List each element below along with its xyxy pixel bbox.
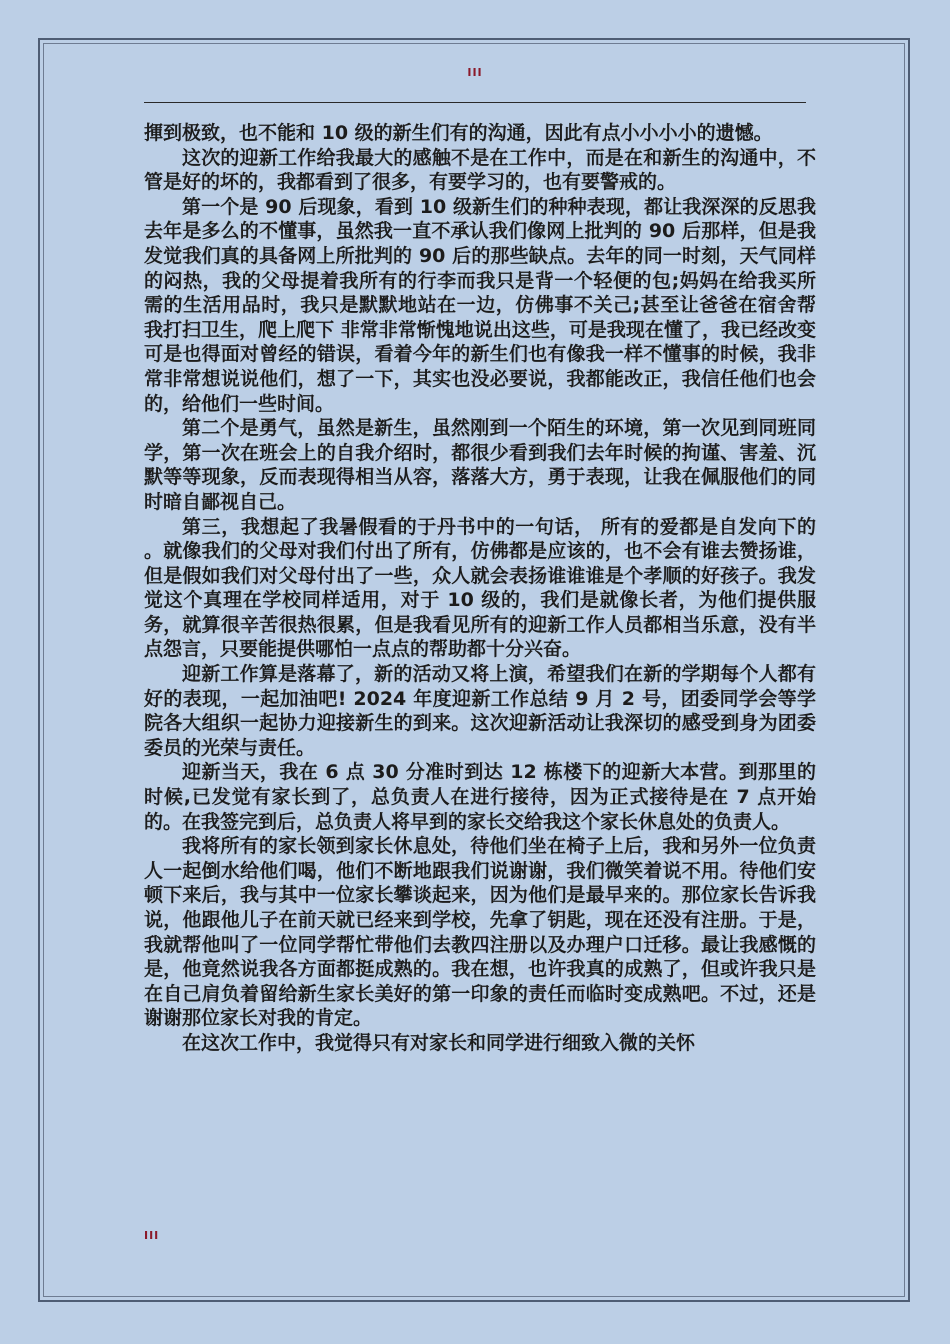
paragraph: 迎新当天，我在 6 点 30 分准时到达 12 栋楼下的迎新大本营。到那里的时候,已发觉有家长到了，总负责人在进行接待，因为正式接待是在 7 点开始的。在我签完到后，总负责人将早到的家长交给我这个家长休息处的负责人。 <box>144 761 816 833</box>
paragraph: 我将所有的家长领到家长休息处，待他们坐在椅子上后，我和另外一位负责人一起倒水给他们喝，他们不断地跟我们说谢谢，我们微笑着说不用。待他们安顿下来后，我与其中一位家长攀谈起来，因为他们是最早来的。那位家长告诉我说，他跟他儿子在前天就已经来到学校，先拿了钥匙，现在还没有注册。于是，我就帮他叫了一位同学帮忙带他们去教四注册以及办理户口迁移。最让我感慨的是，他竟然说我各方面都挺成熟的。我在想，也许我真的成熟了，但或许我只是在自己肩负着留给新生家长美好的第一印象的责任而临时变成熟吧。不过，还是谢谢那位家长对我的肯定。 <box>144 835 816 1030</box>
document-body <box>144 121 816 1056</box>
paragraph: 在这次工作中，我觉得只有对家长和同学进行细致入微的关怀 <box>182 1031 696 1054</box>
paragraph: 第二个是勇气，虽然是新生，虽然刚到一个陌生的环境，第一次见到同班同学，第一次在班会上的自我介绍时，都很少看到我们去年时候的拘谨、害羞、沉默等等现象，反而表现得相当从容，落落大方，勇于表现，让我在佩服他们的同时暗自鄙视自己。 <box>144 417 816 513</box>
paragraph: 第一个是 90 后现象，看到 10 级新生们的种种表现，都让我深深的反思我去年是多么的不懂事，虽然我一直不承认我们像网上批判的 90 后那样，但是我发觉我们真的具备网上所批判的 90 后的那些缺点。去年的同一时刻，天气同样的闷热，我的父母提着我所有的行李而我只是背一个轻便的包;妈妈在给我买所需的生活用品时，我只是默默地站在一边，仿佛事不关己;甚至让爸爸在宿舍帮我打扫卫生，爬上爬下 非常非常惭愧地说出这些，可是我现在懂了，我已经改变可是也得面对曾经的错误，看着今年的新生们也有像我一样不懂事的时候，我非常非常想说说他们，想了一下，其实也没必要说，我都能改正，我信任他们也会的，给他们一些时间。 <box>144 195 816 415</box>
header-rule <box>144 102 806 103</box>
header-mark: III <box>467 66 483 79</box>
paragraph: 揮到极致，也不能和 10 级的新生们有的沟通，因此有点小小小小的遗憾。 <box>144 122 773 144</box>
footer-mark: III <box>144 1229 160 1242</box>
paragraph: 第三，我想起了我暑假看的于丹书中的一句话， 所有的爱都是自发向下的 。就像我们的父母对我们付出了所有，仿佛都是应该的，也不会有谁去赞扬谁，但是假如我们对父母付出了一些，众人就会表扬谁谁谁是个孝顺的好孩子。我发觉这个真理在学校同样适用，对于 10 级的，我们是就像长者，为他们提供服务，就算很辛苦很热很累，但是我看见所有的迎新工作人员都相当乐意，没有半点怨言，只要能提供哪怕一点点的帮助都十分兴奋。 <box>144 515 816 661</box>
paragraph: 这次的迎新工作给我最大的感触不是在工作中，而是在和新生的沟通中，不管是好的坏的，我都看到了很多，有要学习的，也有要警戒的。 <box>144 146 816 194</box>
paragraph: 迎新工作算是落幕了，新的活动又将上演，希望我们在新的学期每个人都有好的表现，一起加油吧! 2024 年度迎新工作总结 9 月 2 号，团委同学会等学院各大组织一起协力迎接新生的到来。这次迎新活动让我深切的感受到身为团委委员的光荣与责任。 <box>144 663 816 759</box>
